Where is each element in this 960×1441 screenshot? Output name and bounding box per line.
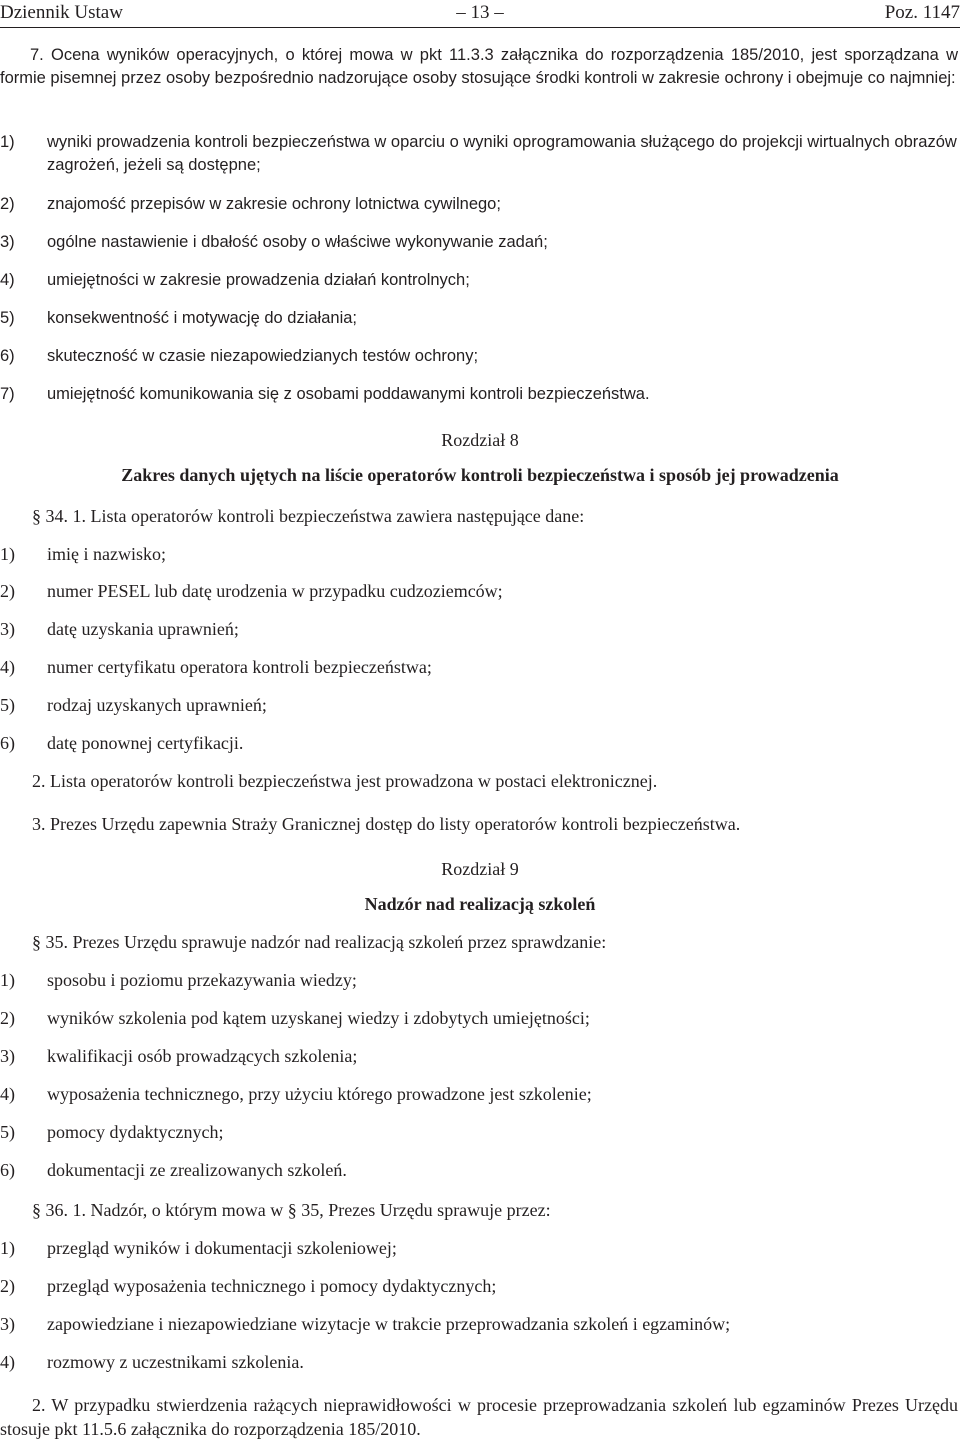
item-number: 4) <box>0 1084 15 1104</box>
list-item <box>0 1045 958 1068</box>
item-number: 1) <box>0 133 15 151</box>
item-number: 1) <box>0 970 15 990</box>
list-item <box>0 580 958 603</box>
item-text: kwalifikacji osób prowadzących szkolenia; <box>47 1046 358 1066</box>
item-text: znajomość przepisów w zakresie ochrony lotnictwa cywilnego; <box>47 195 501 213</box>
item-number: 1) <box>0 544 15 564</box>
item-text: wyposażenia technicznego, przy użyciu którego prowadzone jest szkolenie; <box>47 1084 592 1104</box>
position-number: Poz. 1147 <box>884 2 960 23</box>
item-text: sposobu i poziomu przekazywania wiedzy; <box>47 970 357 990</box>
item-text: przegląd wyposażenia technicznego i pomocy dydaktycznych; <box>47 1276 497 1296</box>
item-text: numer PESEL lub datę urodzenia w przypadku cudzoziemców; <box>47 581 503 601</box>
item-text: rodzaj uzyskanych uprawnień; <box>47 695 267 715</box>
section7-intro: 7. Ocena wyników operacyjnych, o której mowa w pkt 11.3.3 załącznika do rozporządzenia 185/2010, jest sporządzana w formie pisemnej przez osoby bezpośrednio nadzorujące osoby stosujące środki kontroli w zakresie ochrony i obejmuje co najmniej: <box>0 46 958 87</box>
item-number: 5) <box>0 695 15 715</box>
journal-name: Dziennik Ustaw <box>0 2 123 23</box>
list-item <box>0 732 958 755</box>
section7-item <box>0 345 958 368</box>
paragraph-34-2: 2. Lista operatorów kontroli bezpieczeństwa jest prowadzona w postaci elektronicznej. <box>32 771 658 791</box>
item-number: 5) <box>0 1122 15 1142</box>
chapter-9-title: Nadzór nad realizacją szkoleń <box>364 894 596 914</box>
item-text: datę uzyskania uprawnień; <box>47 619 239 639</box>
item-number: 4) <box>0 1352 15 1372</box>
item-number: 3) <box>0 233 15 251</box>
item-text: datę ponownej certyfikacji. <box>47 733 244 753</box>
section7-item <box>0 231 958 254</box>
paragraph-35-lead: § 35. Prezes Urzędu sprawuje nadzór nad realizacją szkoleń przez sprawdzanie: <box>32 932 607 952</box>
header-rule <box>0 27 960 28</box>
list-item <box>0 618 958 641</box>
item-number: 2) <box>0 195 15 213</box>
list-item <box>0 1083 958 1106</box>
section7-item <box>0 307 958 330</box>
item-text: wyniki prowadzenia kontroli bezpieczeństwa w oparciu o wyniki oprogramowania służącego do projekcji wirtualnych obrazów zagrożeń, jeżeli są dostępne; <box>47 133 957 174</box>
chapter-8-label: Rozdział 8 <box>441 430 519 450</box>
list-item <box>0 1159 958 1182</box>
item-text: przegląd wyników i dokumentacji szkoleniowej; <box>47 1238 397 1258</box>
page-number: – 13 – <box>456 2 504 23</box>
list-item <box>0 1313 958 1336</box>
section7-item <box>0 269 958 292</box>
item-number: 6) <box>0 347 15 365</box>
list-item <box>0 656 958 679</box>
list-item <box>0 1007 958 1030</box>
item-number: 4) <box>0 657 15 677</box>
item-number: 2) <box>0 1008 15 1028</box>
list-item <box>0 969 958 992</box>
item-number: 5) <box>0 309 15 327</box>
chapter-8-title: Zakres danych ujętych na liście operatorów kontroli bezpieczeństwa i sposób jej prowadzenia <box>121 465 839 485</box>
list-item <box>0 1237 958 1260</box>
paragraph-36-lead: § 36. 1. Nadzór, o którym mowa w § 35, Prezes Urzędu sprawuje przez: <box>32 1200 551 1220</box>
item-text: numer certyfikatu operatora kontroli bezpieczeństwa; <box>47 657 432 677</box>
item-text: konsekwentność i motywację do działania; <box>47 309 357 327</box>
paragraph-34-3: 3. Prezes Urzędu zapewnia Straży Granicznej dostęp do listy operatorów kontroli bezpieczeństwa. <box>32 814 741 834</box>
item-number: 3) <box>0 1314 15 1334</box>
item-text: dokumentacji ze zrealizowanych szkoleń. <box>47 1160 347 1180</box>
item-text: umiejętności w zakresie prowadzenia działań kontrolnych; <box>47 271 470 289</box>
section7-item <box>0 383 958 406</box>
section7-item <box>0 131 958 177</box>
item-number: 6) <box>0 733 15 753</box>
section7-item <box>0 193 958 216</box>
item-text: ogólne nastawienie i dbałość osoby o właściwe wykonywanie zadań; <box>47 233 548 251</box>
list-item <box>0 543 958 566</box>
item-text: skuteczność w czasie niezapowiedzianych testów ochrony; <box>47 347 479 365</box>
running-header <box>0 0 960 26</box>
list-item <box>0 1351 958 1374</box>
paragraph-36-2: 2. W przypadku stwierdzenia rażących nieprawidłowości w procesie przeprowadzania szkoleń lub egzaminów Prezes Urzędu stosuje pkt 11.5.6 załącznika do rozporządzenia 185/2010. <box>0 1395 958 1439</box>
list-item <box>0 694 958 717</box>
list-item <box>0 1275 958 1298</box>
item-text: umiejętność komunikowania się z osobami poddawanymi kontroli bezpieczeństwa. <box>47 385 650 403</box>
item-number: 6) <box>0 1160 15 1180</box>
item-number: 2) <box>0 581 15 601</box>
item-text: wyników szkolenia pod kątem uzyskanej wiedzy i zdobytych umiejętności; <box>47 1008 590 1028</box>
list-item <box>0 1121 958 1144</box>
chapter-9-label: Rozdział 9 <box>441 859 519 879</box>
item-number: 3) <box>0 1046 15 1066</box>
item-text: imię i nazwisko; <box>47 544 166 564</box>
item-number: 7) <box>0 385 15 403</box>
item-number: 4) <box>0 271 15 289</box>
item-text: pomocy dydaktycznych; <box>47 1122 224 1142</box>
item-number: 3) <box>0 619 15 639</box>
item-number: 2) <box>0 1276 15 1296</box>
paragraph-34-lead: § 34. 1. Lista operatorów kontroli bezpieczeństwa zawiera następujące dane: <box>32 506 585 526</box>
item-text: zapowiedziane i niezapowiedziane wizytacje w trakcie przeprowadzania szkoleń i egzaminów; <box>47 1314 731 1334</box>
item-text: rozmowy z uczestnikami szkolenia. <box>47 1352 304 1372</box>
item-number: 1) <box>0 1238 15 1258</box>
